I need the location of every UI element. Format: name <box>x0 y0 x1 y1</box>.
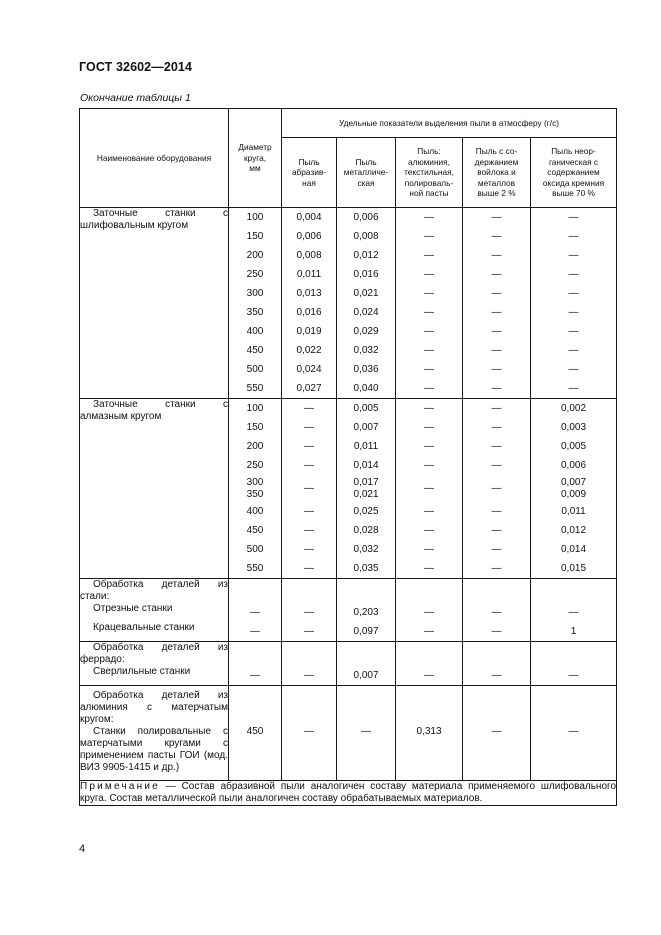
table-cell: — <box>396 284 463 303</box>
aluminum-cell <box>80 686 229 781</box>
table-cell: 0,007 <box>337 418 396 437</box>
table-cell: 150 <box>229 418 282 437</box>
table-cell: — <box>229 622 282 642</box>
group-grinding-wheel <box>80 208 617 399</box>
table-cell: — <box>282 686 337 781</box>
table-cell: — <box>282 521 337 540</box>
table-cell: 0,006 <box>282 227 337 246</box>
table-cell: 0,006 <box>531 456 617 475</box>
table-cell: 0,013 <box>282 284 337 303</box>
aluminum-item-label: Станки полировальные с матерчатыми кругами с применением пасты ГОИ (мод. ВИЗ 9905-1415 и др.) <box>80 726 228 773</box>
table-cell: — <box>396 521 463 540</box>
table-cell: — <box>463 666 531 686</box>
standard-code: ГОСТ 32602—2014 <box>79 60 193 74</box>
table-cell: 0,005 <box>531 437 617 456</box>
table-cell: — <box>463 475 531 502</box>
table-cell: 150 <box>229 227 282 246</box>
table-cell: — <box>396 666 463 686</box>
table-cell: — <box>396 399 463 419</box>
table-cell: 0,014 <box>531 540 617 559</box>
aluminum-title: Обработка деталей из алюминия с матерчатым кругом: <box>80 690 228 725</box>
table-cell: — <box>463 399 531 419</box>
table-cell: 0,008 <box>282 246 337 265</box>
table-cell: 0,021 <box>337 284 396 303</box>
table-cell: 0,027 <box>282 379 337 399</box>
header-diameter: Диаметр круга, мм <box>229 109 282 208</box>
table-cell: 250 <box>229 456 282 475</box>
table-cell: — <box>463 622 531 642</box>
table-cell: — <box>282 666 337 686</box>
table-cell: 0,024 <box>282 360 337 379</box>
table-cell: — <box>531 686 617 781</box>
table-cell: — <box>531 603 617 622</box>
page-number: 4 <box>79 843 86 855</box>
table-cell: — <box>463 208 531 228</box>
table-cell: — <box>282 399 337 419</box>
table-cell: 200 <box>229 437 282 456</box>
table-cell: 0,097 <box>337 622 396 642</box>
header-aluminum: Пыль: алюминия, текстильная, полироваль- ной пасты <box>396 138 463 208</box>
table-cell: — <box>531 208 617 228</box>
table-cell: 0,029 <box>337 322 396 341</box>
table-cell: — <box>531 284 617 303</box>
table-cell: — <box>463 227 531 246</box>
table-cell: — <box>463 559 531 579</box>
table-cell: 550 <box>229 379 282 399</box>
header-metal: Пыль металличе- ская <box>337 138 396 208</box>
table-cell: — <box>531 227 617 246</box>
table-cell: — <box>396 475 463 502</box>
table-cell: 0,040 <box>337 379 396 399</box>
header-equipment: Наименование оборудования <box>80 109 229 208</box>
table-cell: — <box>463 603 531 622</box>
table-cell: — <box>463 502 531 521</box>
table-cell: 0,024 <box>337 303 396 322</box>
table-cell: 0,012 <box>531 521 617 540</box>
table-cell: — <box>396 341 463 360</box>
table-cell: — <box>396 559 463 579</box>
table-cell: 450 <box>229 341 282 360</box>
table-cell: — <box>396 418 463 437</box>
table-cell: — <box>531 246 617 265</box>
group-ferrado <box>80 642 617 686</box>
table-cell: — <box>531 379 617 399</box>
table-row <box>80 208 617 228</box>
table-cell: — <box>282 540 337 559</box>
ferrado-item-label: Сверлильные станки <box>80 666 229 686</box>
table-cell: 300 350 <box>229 475 282 502</box>
ferrado-title: Обработка деталей из феррадо: <box>80 642 228 665</box>
table-cell: — <box>463 456 531 475</box>
table-cell: 250 <box>229 265 282 284</box>
table-cell: — <box>531 360 617 379</box>
table-cell: — <box>396 437 463 456</box>
table-cell: 0,005 <box>337 399 396 419</box>
table-cell: — <box>282 456 337 475</box>
table-cell: 0,011 <box>531 502 617 521</box>
table-cell: — <box>396 322 463 341</box>
table-cell: 0,019 <box>282 322 337 341</box>
table-cell: — <box>396 227 463 246</box>
header-group: Удельные показатели выделения пыли в атмосферу (г/с) <box>282 109 617 138</box>
table-cell: — <box>463 303 531 322</box>
table-cell: — <box>282 502 337 521</box>
table-cell: 450 <box>229 521 282 540</box>
table-cell: 0,004 <box>282 208 337 228</box>
table-cell: — <box>282 475 337 502</box>
table-cell: — <box>396 360 463 379</box>
group-diamond-wheel <box>80 399 617 579</box>
table-cell: 0,028 <box>337 521 396 540</box>
table-cell: 0,032 <box>337 341 396 360</box>
table-cell: 0,006 <box>337 208 396 228</box>
table-cell: 0,007 <box>337 666 396 686</box>
table-cell: — <box>396 379 463 399</box>
table-caption: Окончание таблицы 1 <box>80 92 191 104</box>
table-note <box>80 781 617 806</box>
table-cell: 300 <box>229 284 282 303</box>
table-cell: 0,003 <box>531 418 617 437</box>
table-cell: 350 <box>229 303 282 322</box>
table-cell: 450 <box>229 686 282 781</box>
table-cell: — <box>463 284 531 303</box>
table-cell: 0,036 <box>337 360 396 379</box>
table-cell: — <box>396 622 463 642</box>
table-cell: 0,011 <box>282 265 337 284</box>
table-cell: — <box>463 540 531 559</box>
table-cell: — <box>463 437 531 456</box>
table-cell: 1 <box>531 622 617 642</box>
table-cell: — <box>531 265 617 284</box>
table-cell: — <box>282 559 337 579</box>
table-cell: — <box>463 379 531 399</box>
table-cell: — <box>463 686 531 781</box>
header-inorganic: Пыль неор- ганическая с содержанием оксида кремния выше 70 % <box>531 138 617 208</box>
group-aluminum <box>80 686 617 781</box>
table-cell: — <box>229 666 282 686</box>
steel-item-label: Отрезные станки <box>80 603 229 622</box>
table-cell: 0,313 <box>396 686 463 781</box>
table-cell: — <box>531 322 617 341</box>
table-cell: 0,035 <box>337 559 396 579</box>
equipment-name: Заточные станки с алмазным кругом <box>80 399 229 579</box>
table-cell: — <box>282 437 337 456</box>
table-cell: 0,011 <box>337 437 396 456</box>
table-cell: 0,017 0,021 <box>337 475 396 502</box>
table-cell: — <box>396 208 463 228</box>
steel-title: Обработка деталей из стали: <box>80 579 228 602</box>
emission-table <box>79 108 617 806</box>
table-cell: 0,007 0,009 <box>531 475 617 502</box>
table-cell: — <box>463 341 531 360</box>
table-cell: 200 <box>229 246 282 265</box>
table-cell: 0,022 <box>282 341 337 360</box>
header-felt: Пыль с со- держанием войлока и металлов выше 2 % <box>463 138 531 208</box>
table-cell: 0,002 <box>531 399 617 419</box>
table-cell: — <box>463 418 531 437</box>
table-cell: 0,016 <box>282 303 337 322</box>
steel-item-label: Крацевальные станки <box>80 622 229 642</box>
table-cell: 100 <box>229 208 282 228</box>
table-cell: — <box>531 303 617 322</box>
note-label: Примечание <box>80 781 160 792</box>
group-steel <box>80 579 617 642</box>
table-cell: — <box>282 603 337 622</box>
table-cell: 0,012 <box>337 246 396 265</box>
table-cell: 500 <box>229 360 282 379</box>
table-cell: 500 <box>229 540 282 559</box>
table-cell: — <box>396 303 463 322</box>
table-cell: — <box>282 622 337 642</box>
equipment-name: Заточные станки с шлифовальным кругом <box>80 208 229 399</box>
table-cell: 0,014 <box>337 456 396 475</box>
table-cell: 550 <box>229 559 282 579</box>
table-cell: — <box>463 322 531 341</box>
table-cell: — <box>396 603 463 622</box>
table-cell: — <box>282 418 337 437</box>
table-cell: — <box>531 341 617 360</box>
table-cell: 0,203 <box>337 603 396 622</box>
table-cell: — <box>463 360 531 379</box>
table-cell: — <box>396 502 463 521</box>
table-cell: — <box>463 246 531 265</box>
table-cell: 400 <box>229 502 282 521</box>
table-cell: 100 <box>229 399 282 419</box>
table-cell: — <box>396 246 463 265</box>
table-cell: 0,008 <box>337 227 396 246</box>
table-cell: 0,016 <box>337 265 396 284</box>
table-cell: — <box>396 456 463 475</box>
header-abrasive: Пыль абразив- ная <box>282 138 337 208</box>
table-cell: 0,015 <box>531 559 617 579</box>
table-cell: — <box>229 603 282 622</box>
table-cell: — <box>396 265 463 284</box>
note-text: — Состав абразивной пыли аналогичен составу материала применяемого шлифовального круга. Состав металлической пыли аналогичен составу обрабатываемых материалов. <box>80 781 617 804</box>
table-cell: 0,032 <box>337 540 396 559</box>
table-cell: — <box>463 265 531 284</box>
table-cell: — <box>396 540 463 559</box>
table-cell: 0,025 <box>337 502 396 521</box>
table-cell: — <box>463 521 531 540</box>
table-row <box>80 399 617 419</box>
table-cell: 400 <box>229 322 282 341</box>
table-cell: — <box>337 686 396 781</box>
table-cell: — <box>531 666 617 686</box>
